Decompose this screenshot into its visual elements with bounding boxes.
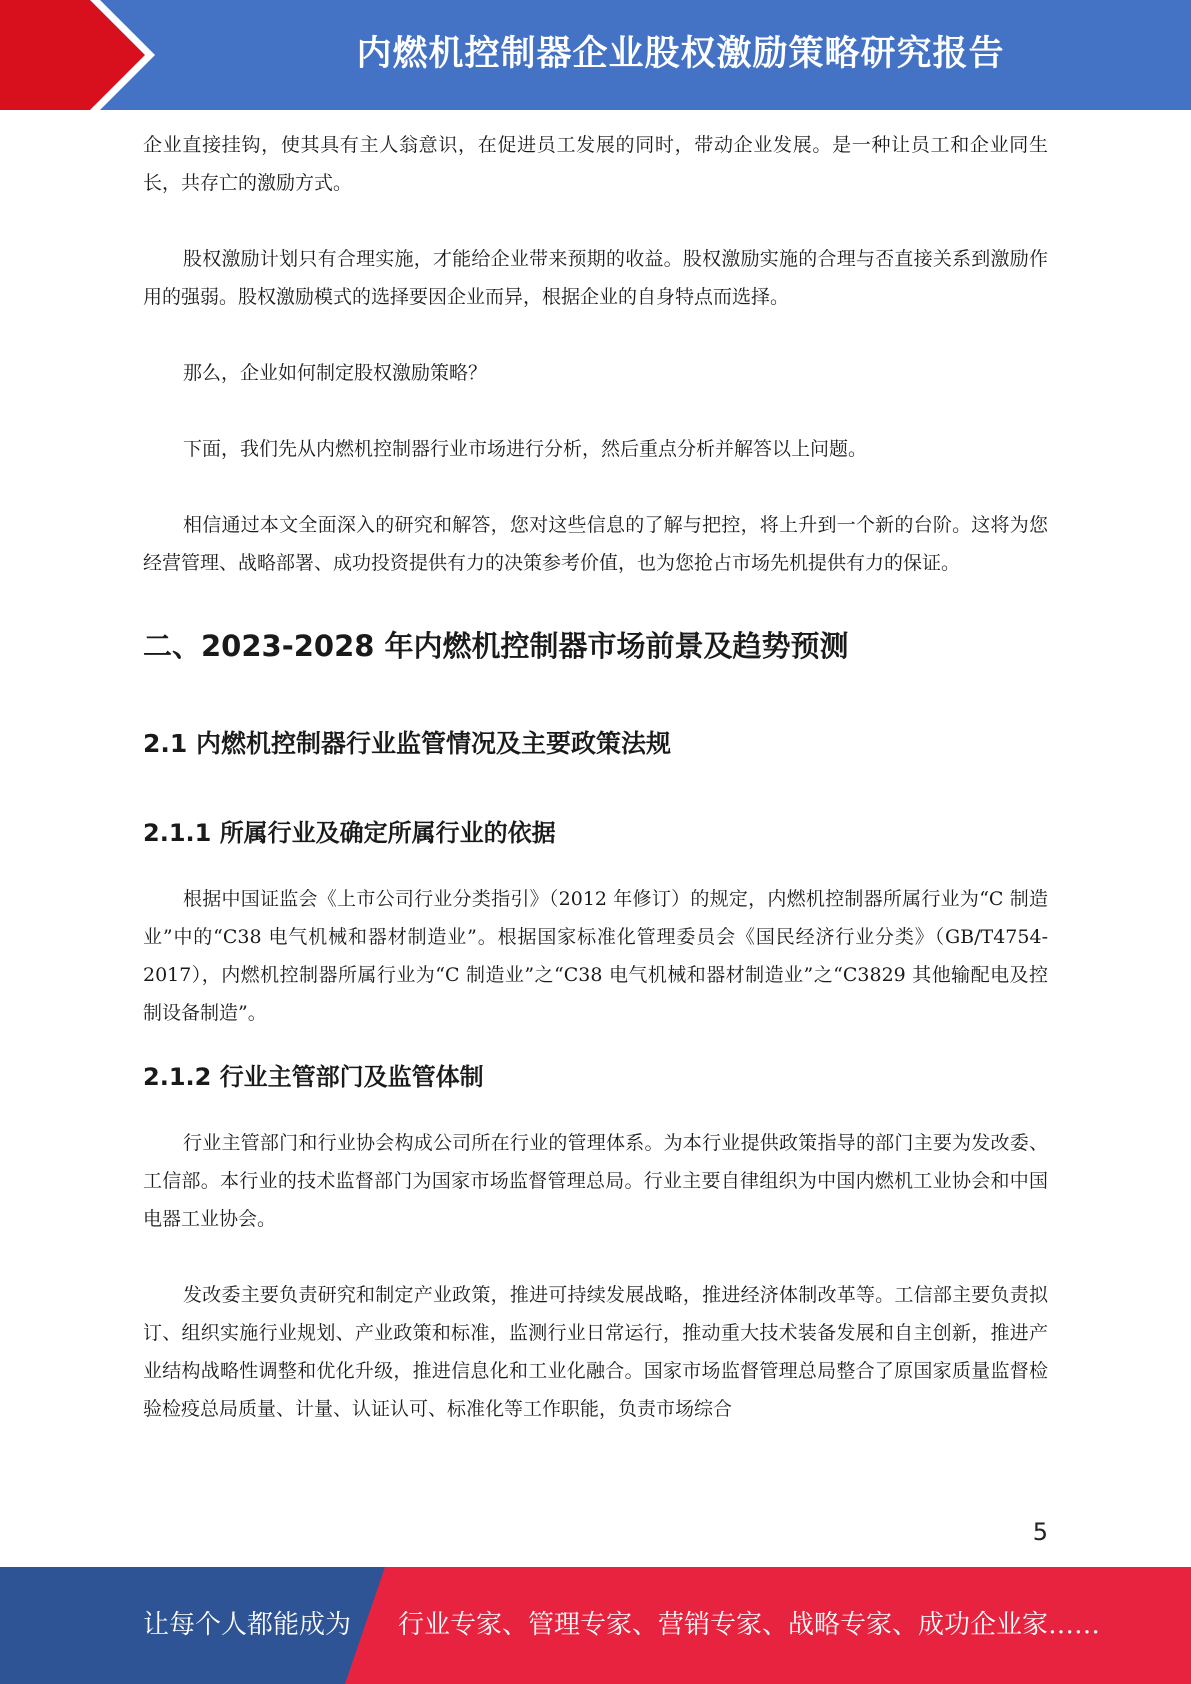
paragraph: 行业主管部门和行业协会构成公司所在行业的管理体系。为本行业提供政策指导的部门主要为发改委、工信部。本行业的技术监督部门为国家市场监督管理总局。行业主要自律组织为中国内燃机工业协会和中国电器工业协会。 — [143, 1132, 1048, 1230]
paragraph: 企业直接挂钩，使其具有主人翁意识，在促进员工发展的同时，带动企业发展。是一种让员工和企业同生长，共存亡的激励方式。 — [143, 134, 1048, 194]
paragraph: 股权激励计划只有合理实施，才能给企业带来预期的收益。股权激励实施的合理与否直接关系到激励作用的强弱。股权激励模式的选择要因企业而异，根据企业的自身特点而选择。 — [143, 248, 1048, 308]
subsection-heading: 2.1 内燃机控制器行业监管情况及主要政策法规 — [143, 729, 671, 758]
page-footer — [0, 1567, 1191, 1684]
paragraph: 那么，企业如何制定股权激励策略？ — [183, 362, 488, 384]
document-body — [143, 126, 1048, 1428]
section-heading: 二、2023-2028 年内燃机控制器市场前景及趋势预测 — [143, 629, 849, 663]
paragraph: 根据中国证监会《上市公司行业分类指引》（2012 年修订）的规定，内燃机控制器所属行业为“C 制造业”中的“C38 电气机械和器材制造业”。根据国家标准化管理委员会《国民经济行业分类》（GB/T4754-2017），内燃机控制器所属行业为“C 制造业”之“C38 电气机械和器材制造业”之“C3829 其他输配电及控制设备制造”。 — [143, 888, 1048, 1024]
header-arrow-decoration — [0, 0, 200, 110]
paragraph: 发改委主要负责研究和制定产业政策，推进可持续发展战略，推进经济体制改革等。工信部主要负责拟订、组织实施行业规划、产业政策和标准，监测行业日常运行，推动重大技术装备发展和自主创新，推进产业结构战略性调整和优化升级，推进信息化和工业化融合。国家市场监督管理总局整合了原国家质量监督检验检疫总局质量、计量、认证认可、标准化等工作职能，负责市场综合 — [143, 1284, 1048, 1420]
footer-slogan-left: 让每个人都能成为 — [143, 1610, 352, 1640]
footer-slogan-right: 行业专家、管理专家、营销专家、战略专家、成功企业家…… — [398, 1610, 1101, 1640]
paragraph: 下面，我们先从内燃机控制器行业市场进行分析，然后重点分析并解答以上问题。 — [183, 438, 868, 460]
subsubsection-heading: 2.1.2 行业主管部门及监管体制 — [143, 1063, 484, 1091]
page-number: 5 — [1032, 1518, 1048, 1546]
page-header — [0, 0, 1191, 110]
paragraph: 相信通过本文全面深入的研究和解答，您对这些信息的了解与把控，将上升到一个新的台阶。这将为您经营管理、战略部署、成功投资提供有力的决策参考价值，也为您抢占市场先机提供有力的保证。 — [143, 514, 1048, 574]
report-title: 内燃机控制器企业股权激励策略研究报告 — [356, 34, 1005, 74]
subsubsection-heading: 2.1.1 所属行业及确定所属行业的依据 — [143, 819, 556, 847]
